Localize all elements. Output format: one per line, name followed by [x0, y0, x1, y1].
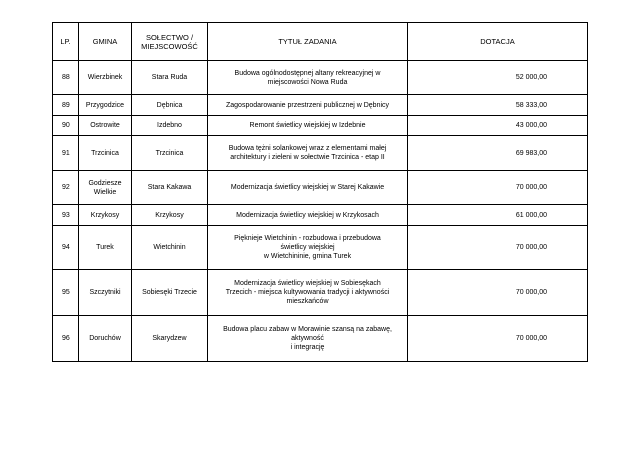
cell-gmina — [79, 270, 132, 316]
cell-tytul — [208, 116, 408, 136]
cell-dotacja: 52 000,00 — [408, 61, 588, 95]
cell-lp: 94 — [53, 226, 79, 270]
cell-gmina — [79, 61, 132, 95]
grants-table — [52, 22, 588, 362]
cell-gmina-line: Doruchów — [89, 335, 121, 342]
header-dotacja: DOTACJA — [408, 23, 588, 61]
header-row — [53, 23, 588, 61]
cell-tytul-line: miejscowości Nowa Ruda — [267, 78, 348, 86]
cell-gmina-line: Szczytniki — [89, 289, 121, 296]
cell-lp: 88 — [53, 61, 79, 95]
cell-tytul — [208, 61, 408, 95]
cell-tytul-line: Modernizacja świetlicy wiejskiej w Starej Kakawie — [230, 184, 385, 191]
table-row — [53, 205, 588, 226]
cell-lp: 90 — [53, 116, 79, 136]
cell-tytul-line: architektury i zieleni w sołectwie Trzcinica - etap II — [230, 154, 385, 161]
cell-gmina-line: Wielkie — [93, 188, 117, 196]
cell-solectwo: Skarydzew — [132, 316, 208, 362]
cell-solectwo: Izdebno — [132, 116, 208, 136]
cell-tytul-line: Modernizacja świetlicy wiejskiej w Sobiesękach — [234, 280, 381, 287]
cell-tytul — [208, 316, 408, 362]
table-row — [53, 226, 588, 270]
cell-gmina — [79, 116, 132, 136]
cell-tytul — [208, 270, 408, 316]
cell-tytul-line: w Wietchininie, gmina Turek — [263, 253, 352, 260]
cell-tytul-line: Budowa tężni solankowej wraz z elementami małej — [228, 145, 387, 152]
cell-solectwo: Trzcinica — [132, 136, 208, 171]
table-row — [53, 316, 588, 362]
cell-solectwo: Dębnica — [132, 95, 208, 116]
cell-lp: 92 — [53, 171, 79, 205]
header-solectwo — [132, 23, 208, 61]
cell-dotacja: 70 000,00 — [408, 171, 588, 205]
table-row — [53, 116, 588, 136]
table-row — [53, 61, 588, 95]
cell-gmina — [79, 316, 132, 362]
cell-dotacja: 58 333,00 — [408, 95, 588, 116]
cell-gmina — [79, 205, 132, 226]
cell-tytul-line: Remont świetlicy wiejskiej w Izdebnie — [249, 122, 366, 129]
cell-tytul-line: Budowa placu zabaw w Morawinie szansą na zabawę, — [223, 326, 392, 333]
cell-tytul-line: i integrację — [290, 344, 325, 351]
cell-gmina-line: Wierzbinek — [87, 74, 123, 81]
header-tytul: TYTUŁ ZADANIA — [208, 23, 408, 61]
cell-tytul-line: Trzecich - miejsca kultywowania tradycji i aktywności — [225, 289, 390, 296]
cell-dotacja: 43 000,00 — [408, 116, 588, 136]
cell-tytul — [208, 136, 408, 171]
cell-gmina-line: Godziesze — [88, 179, 122, 187]
cell-gmina — [79, 226, 132, 270]
cell-solectwo: Krzykosy — [132, 205, 208, 226]
cell-lp: 95 — [53, 270, 79, 316]
cell-tytul — [208, 95, 408, 116]
cell-gmina-line: Turek — [96, 244, 114, 251]
cell-gmina — [79, 95, 132, 116]
cell-solectwo: Stara Ruda — [132, 61, 208, 95]
cell-gmina — [79, 136, 132, 171]
cell-tytul-line: Pięknieje Wietchinin - rozbudowa i przebudowa — [234, 235, 381, 242]
cell-dotacja: 70 000,00 — [408, 226, 588, 270]
cell-solectwo: Wietchinin — [132, 226, 208, 270]
cell-tytul-line: mieszkańców — [286, 298, 329, 305]
table-row — [53, 136, 588, 171]
cell-tytul-line: Modernizacja świetlicy wiejskiej w Krzykosach — [236, 211, 379, 219]
cell-tytul — [208, 226, 408, 270]
cell-lp: 89 — [53, 95, 79, 116]
table-row — [53, 270, 588, 316]
cell-tytul — [208, 171, 408, 205]
cell-dotacja: 70 000,00 — [408, 270, 588, 316]
cell-dotacja: 70 000,00 — [408, 316, 588, 362]
header-solectwo-line2: MIEJSCOWOŚĆ — [141, 41, 198, 51]
cell-lp: 91 — [53, 136, 79, 171]
table-row — [53, 95, 588, 116]
cell-gmina-line: Ostrowite — [90, 122, 120, 129]
cell-gmina-line: Trzcinica — [91, 149, 119, 157]
cell-solectwo: Stara Kakawa — [132, 171, 208, 205]
cell-tytul-line: Zagospodarowanie przestrzeni publicznej w Dębnicy — [225, 101, 390, 109]
header-gmina: GMINA — [79, 23, 132, 61]
cell-lp: 93 — [53, 205, 79, 226]
cell-tytul-line: świetlicy wiejskiej — [280, 244, 335, 251]
cell-lp: 96 — [53, 316, 79, 362]
cell-gmina-line: Krzykosy — [90, 211, 120, 219]
header-lp: LP. — [53, 23, 79, 61]
cell-solectwo: Sobiesęki Trzecie — [132, 270, 208, 316]
cell-dotacja: 61 000,00 — [408, 205, 588, 226]
cell-gmina — [79, 171, 132, 205]
table-row — [53, 171, 588, 205]
cell-tytul-line: Budowa ogólnodostępnej altany rekreacyjnej w — [234, 69, 381, 77]
cell-gmina-line: Przygodzice — [85, 101, 125, 109]
header-solectwo-line1: SOŁECTWO / — [145, 32, 194, 42]
cell-dotacja: 69 983,00 — [408, 136, 588, 171]
cell-tytul-line: aktywność — [291, 335, 324, 342]
cell-tytul — [208, 205, 408, 226]
